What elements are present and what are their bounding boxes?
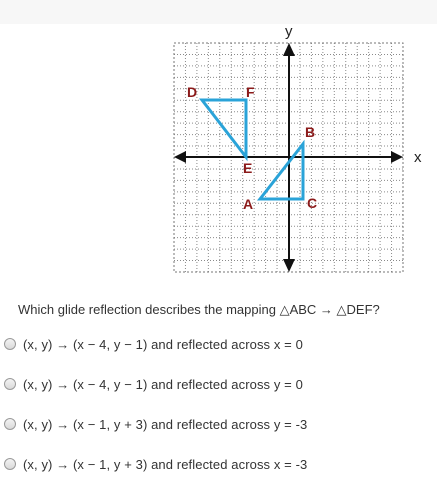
x-axis-right-arrow (391, 151, 403, 163)
y-axis-label: y (285, 23, 293, 40)
y-axis-up-arrow (283, 43, 295, 56)
answer-option-label: (x, y) → (x − 1, y + 3) and reflected across x = -3 (23, 456, 308, 472)
point-label-a: A (243, 196, 254, 212)
radio-button[interactable] (4, 418, 16, 430)
point-label-f: F (246, 84, 255, 100)
point-label-d: D (187, 84, 198, 100)
answer-option-1[interactable] (0, 331, 437, 357)
question-text: Which glide reflection describes the mapping △ABC → △DEF? (18, 302, 380, 317)
triangle-abc (260, 144, 303, 199)
answer-option-label: (x, y) → (x − 4, y − 1) and reflected across y = 0 (23, 376, 303, 392)
radio-button[interactable] (4, 458, 16, 470)
radio-button[interactable] (4, 338, 16, 350)
answer-option-2[interactable] (0, 371, 437, 397)
answer-option-3[interactable] (0, 411, 437, 437)
point-label-b: B (305, 124, 316, 140)
point-label-e: E (243, 160, 253, 176)
x-axis-label: x (414, 149, 422, 166)
y-axis-down-arrow (283, 259, 295, 272)
point-label-c: C (307, 195, 318, 211)
x-axis-left-arrow (174, 151, 186, 163)
radio-button[interactable] (4, 378, 16, 390)
answer-option-label: (x, y) → (x − 4, y − 1) and reflected across x = 0 (23, 336, 303, 352)
answer-option-label: (x, y) → (x − 1, y + 3) and reflected across y = -3 (23, 416, 308, 432)
answer-option-4[interactable] (0, 451, 437, 477)
